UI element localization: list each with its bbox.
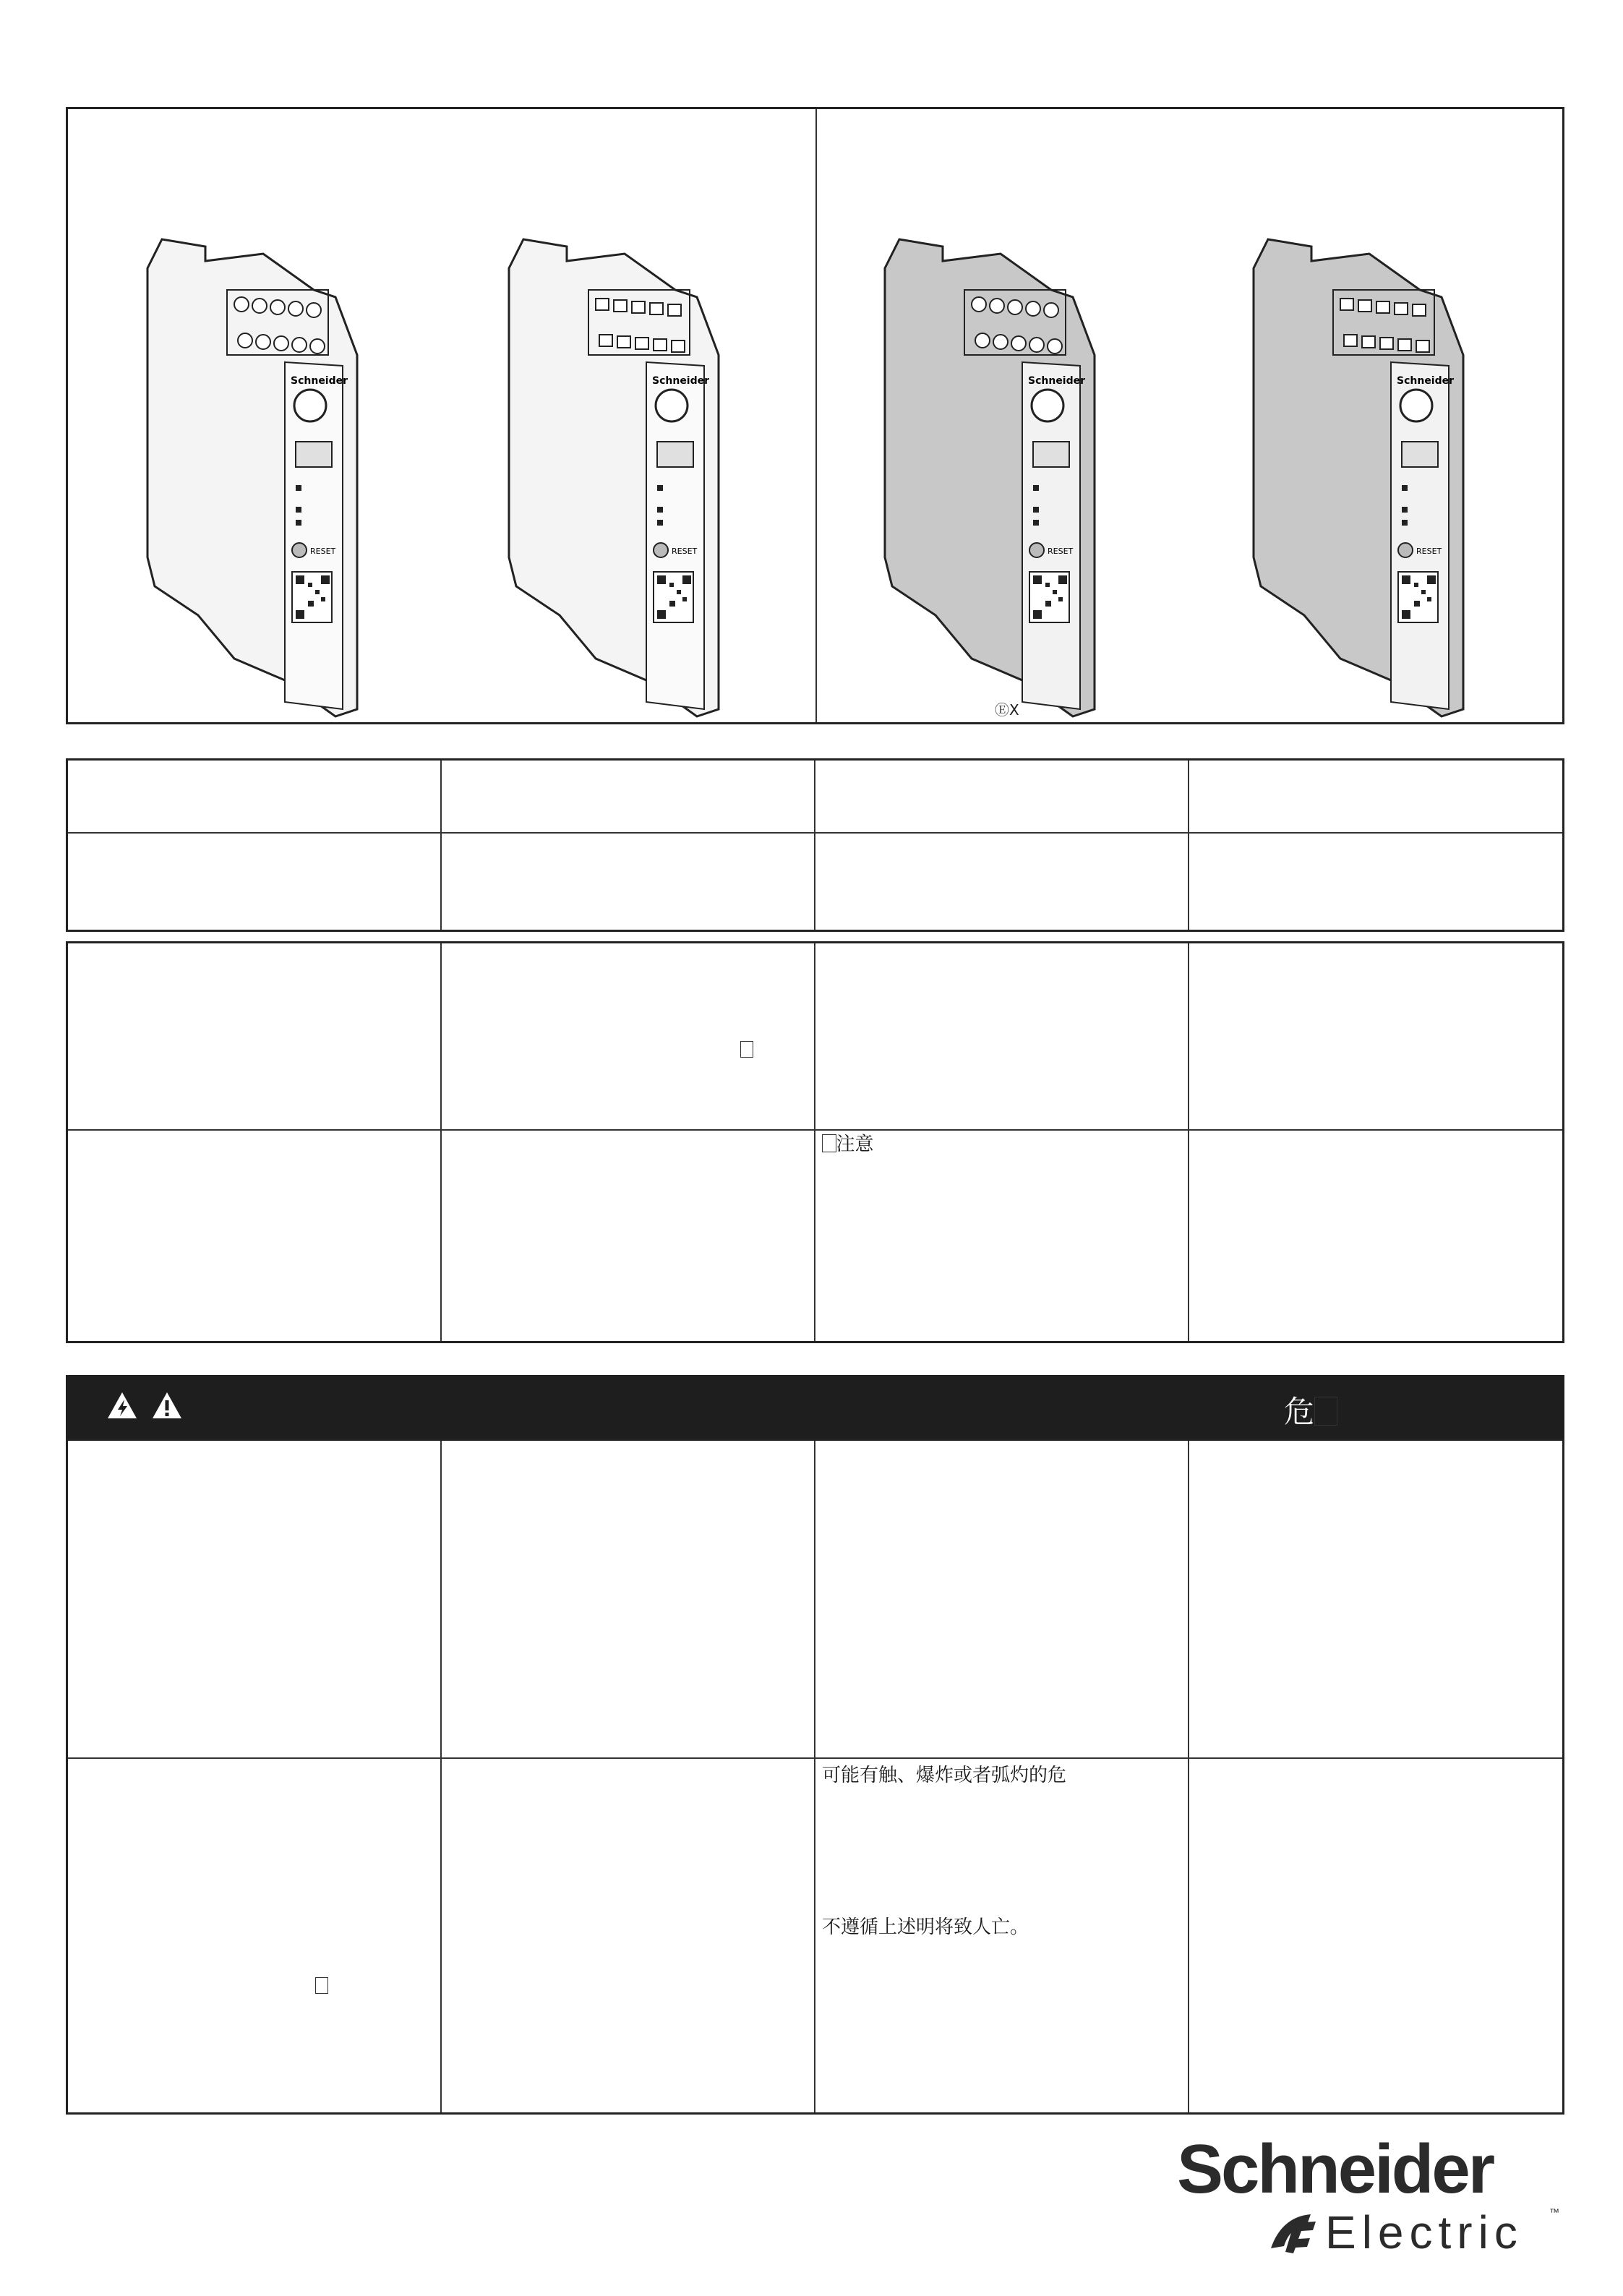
row-divider <box>68 832 1562 834</box>
column-divider <box>814 1441 815 2112</box>
product-illustration-panel <box>66 107 1564 724</box>
caution-heading: 注意 <box>822 1131 874 1157</box>
device-brand: Schneider <box>652 375 710 387</box>
schneider-electric-logo <box>1177 2136 1567 2259</box>
reset-label: RESET <box>1048 547 1074 556</box>
column-divider <box>814 761 815 930</box>
info-table-top <box>66 758 1564 932</box>
device-drawing <box>147 239 357 716</box>
safety-module-white-2 <box>480 210 784 731</box>
missing-glyph-mark <box>315 1976 328 1996</box>
column-divider <box>814 943 815 1341</box>
electric-shock-warning-icon <box>106 1391 138 1420</box>
column-divider <box>440 943 442 1341</box>
device-brand: Schneider <box>1397 375 1455 387</box>
panel-divider <box>815 109 817 722</box>
safety-module-white-1 <box>119 210 422 731</box>
column-divider <box>1188 1441 1189 2112</box>
row-divider <box>68 1757 1562 1759</box>
danger-icons <box>106 1391 183 1420</box>
logo-word-electric: Electric <box>1325 2206 1523 2258</box>
row-divider <box>68 1129 1562 1131</box>
device-drawing <box>885 239 1095 716</box>
column-divider <box>1188 943 1189 1341</box>
safety-module-grey-1 <box>856 210 1160 731</box>
general-warning-icon <box>151 1391 183 1420</box>
column-divider <box>1188 761 1189 930</box>
consequence-statement: 不遵循上述明将致人亡。 <box>822 1916 1029 1938</box>
logo-mark-icon <box>1271 2214 1316 2253</box>
missing-glyph-mark <box>740 1040 753 1060</box>
device-drawing <box>509 239 719 716</box>
reset-label: RESET <box>1416 547 1442 556</box>
reset-label: RESET <box>672 547 698 556</box>
safety-module-grey-2 <box>1225 210 1528 731</box>
column-divider <box>440 1441 442 2112</box>
atex-ex-mark-icon: ⒺX <box>995 701 1019 719</box>
device-brand: Schneider <box>291 375 348 387</box>
danger-title: 危 <box>1284 1388 1337 1431</box>
device-drawing <box>1254 239 1463 716</box>
device-brand: Schneider <box>1028 375 1086 387</box>
logo-trademark: ™ <box>1549 2206 1559 2218</box>
logo-word-schneider: Schneider <box>1177 2136 1494 2208</box>
column-divider <box>440 761 442 930</box>
danger-banner <box>66 1375 1564 1439</box>
reset-label: RESET <box>310 547 336 556</box>
notice-table <box>66 941 1564 1343</box>
danger-table <box>66 1439 1564 2115</box>
hazard-statement: 可能有触、爆炸或者弧灼的危 <box>822 1765 1067 1786</box>
